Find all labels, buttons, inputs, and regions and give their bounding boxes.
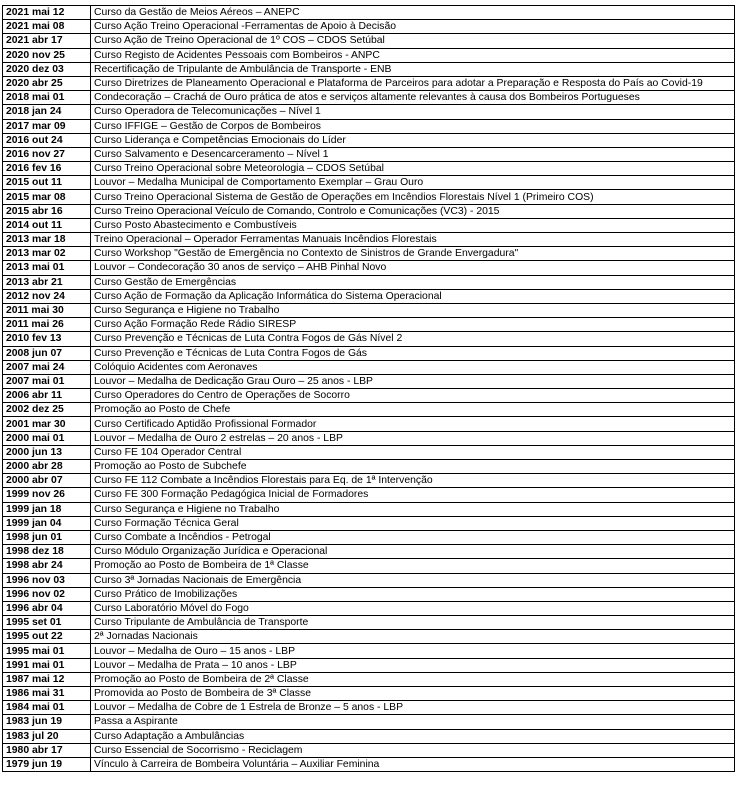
table-row bbox=[3, 701, 735, 715]
table-row bbox=[3, 644, 735, 658]
record-description: Promoção ao Posto de Bombeira de 2ª Classe bbox=[91, 672, 735, 686]
record-description: Curso Combate a Incêndios - Petrogal bbox=[91, 530, 735, 544]
table-row bbox=[3, 176, 735, 190]
record-description: Curso Liderança e Competências Emocionais do Líder bbox=[91, 133, 735, 147]
table-row bbox=[3, 147, 735, 161]
table-row bbox=[3, 460, 735, 474]
record-date: 1996 nov 02 bbox=[3, 587, 91, 601]
record-description: Recertificação de Tripulante de Ambulância de Transporte - ENB bbox=[91, 62, 735, 76]
record-date: 1999 jan 04 bbox=[3, 516, 91, 530]
table-row bbox=[3, 62, 735, 76]
record-description: Curso Prático de Imobilizações bbox=[91, 587, 735, 601]
record-description: Curso FE 300 Formação Pedagógica Inicial de Formadores bbox=[91, 488, 735, 502]
record-date: 2007 mai 01 bbox=[3, 374, 91, 388]
record-description: Curso Diretrizes de Planeamento Operacional e Plataforma de Parceiros para adotar a Preparação e Resposta do País ao Covid-19 bbox=[91, 76, 735, 90]
record-date: 2011 mai 30 bbox=[3, 303, 91, 317]
record-date: 2015 mar 08 bbox=[3, 190, 91, 204]
record-date: 2011 mai 26 bbox=[3, 318, 91, 332]
table-row bbox=[3, 289, 735, 303]
record-date: 1998 dez 18 bbox=[3, 545, 91, 559]
table-row bbox=[3, 729, 735, 743]
table-row bbox=[3, 445, 735, 459]
record-description: Promovida ao Posto de Bombeira de 3ª Classe bbox=[91, 687, 735, 701]
record-date: 1983 jul 20 bbox=[3, 729, 91, 743]
record-date: 2018 jan 24 bbox=[3, 105, 91, 119]
record-date: 1998 abr 24 bbox=[3, 559, 91, 573]
record-date: 1986 mai 31 bbox=[3, 687, 91, 701]
table-row bbox=[3, 502, 735, 516]
table-row bbox=[3, 658, 735, 672]
table-row bbox=[3, 332, 735, 346]
records-table bbox=[2, 5, 735, 772]
record-date: 1996 nov 03 bbox=[3, 573, 91, 587]
record-date: 1999 jan 18 bbox=[3, 502, 91, 516]
record-description: Louvor – Medalha de Dedicação Grau Ouro – 25 anos - LBP bbox=[91, 374, 735, 388]
table-row bbox=[3, 687, 735, 701]
record-date: 2001 mar 30 bbox=[3, 417, 91, 431]
record-description: Curso Segurança e Higiene no Trabalho bbox=[91, 502, 735, 516]
record-date: 2000 jun 13 bbox=[3, 445, 91, 459]
record-description: Louvor – Condecoração 30 anos de serviço – AHB Pinhal Novo bbox=[91, 261, 735, 275]
record-description: Curso Treino Operacional sobre Meteorologia – CDOS Setúbal bbox=[91, 162, 735, 176]
record-date: 2020 nov 25 bbox=[3, 48, 91, 62]
record-description: Curso Ação Formação Rede Rádio SIRESP bbox=[91, 318, 735, 332]
record-description: Promoção ao Posto de Chefe bbox=[91, 403, 735, 417]
record-date: 2016 fev 16 bbox=[3, 162, 91, 176]
record-description: Curso FE 112 Combate a Incêndios Florestais para Eq. de 1ª Intervenção bbox=[91, 474, 735, 488]
table-row bbox=[3, 559, 735, 573]
record-description: Curso Tripulante de Ambulância de Transporte bbox=[91, 616, 735, 630]
record-date: 2000 mai 01 bbox=[3, 431, 91, 445]
record-date: 2021 abr 17 bbox=[3, 34, 91, 48]
record-description: Curso Ação de Formação da Aplicação Informática do Sistema Operacional bbox=[91, 289, 735, 303]
record-date: 2020 dez 03 bbox=[3, 62, 91, 76]
record-date: 1996 abr 04 bbox=[3, 601, 91, 615]
record-description: Curso Prevenção e Técnicas de Luta Contra Fogos de Gás bbox=[91, 346, 735, 360]
record-description: Louvor – Medalha Municipal de Comportamento Exemplar – Grau Ouro bbox=[91, 176, 735, 190]
table-row bbox=[3, 133, 735, 147]
record-description: Curso Workshop "Gestão de Emergência no Contexto de Sinistros de Grande Envergadura" bbox=[91, 247, 735, 261]
record-date: 2014 out 11 bbox=[3, 218, 91, 232]
record-date: 2018 mai 01 bbox=[3, 91, 91, 105]
table-row bbox=[3, 76, 735, 90]
record-description: Curso Prevenção e Técnicas de Luta Contra Fogos de Gás Nível 2 bbox=[91, 332, 735, 346]
record-date: 2017 mar 09 bbox=[3, 119, 91, 133]
record-description: Curso Formação Técnica Geral bbox=[91, 516, 735, 530]
record-description: Curso Gestão de Emergências bbox=[91, 275, 735, 289]
table-row bbox=[3, 34, 735, 48]
table-row bbox=[3, 587, 735, 601]
record-description: Curso Operadora de Telecomunicações – Nível 1 bbox=[91, 105, 735, 119]
table-row bbox=[3, 601, 735, 615]
records-body bbox=[3, 6, 735, 772]
record-description: Curso Adaptação a Ambulâncias bbox=[91, 729, 735, 743]
record-date: 1984 mai 01 bbox=[3, 701, 91, 715]
record-date: 2010 fev 13 bbox=[3, 332, 91, 346]
record-description: Curso Operadores do Centro de Operações de Socorro bbox=[91, 389, 735, 403]
table-row bbox=[3, 417, 735, 431]
record-description: 2ª Jornadas Nacionais bbox=[91, 630, 735, 644]
record-date: 2000 abr 07 bbox=[3, 474, 91, 488]
record-description: Promoção ao Posto de Subchefe bbox=[91, 460, 735, 474]
record-date: 1983 jun 19 bbox=[3, 715, 91, 729]
table-row bbox=[3, 672, 735, 686]
table-row bbox=[3, 743, 735, 757]
record-description: Curso Módulo Organização Jurídica e Operacional bbox=[91, 545, 735, 559]
record-description: Condecoração – Crachá de Ouro prática de atos e serviços altamente relevantes à causa dos Bombeiros Portugueses bbox=[91, 91, 735, 105]
record-description: Curso Treino Operacional Sistema de Gestão de Operações em Incêndios Florestais Nível 1 (Primeiro COS) bbox=[91, 190, 735, 204]
record-description: Curso 3ª Jornadas Nacionais de Emergência bbox=[91, 573, 735, 587]
table-row bbox=[3, 431, 735, 445]
record-description: Curso Certificado Aptidão Profissional Formador bbox=[91, 417, 735, 431]
record-date: 1995 mai 01 bbox=[3, 644, 91, 658]
table-row bbox=[3, 757, 735, 771]
table-row bbox=[3, 346, 735, 360]
record-date: 1995 set 01 bbox=[3, 616, 91, 630]
record-description: Curso Ação de Treino Operacional de 1º COS – CDOS Setúbal bbox=[91, 34, 735, 48]
record-date: 1999 nov 26 bbox=[3, 488, 91, 502]
table-row bbox=[3, 247, 735, 261]
record-date: 2008 jun 07 bbox=[3, 346, 91, 360]
record-description: Curso Treino Operacional Veículo de Comando, Controlo e Comunicações (VC3) - 2015 bbox=[91, 204, 735, 218]
record-description: Curso Salvamento e Desencarceramento – Nível 1 bbox=[91, 147, 735, 161]
record-description: Louvor – Medalha de Ouro 2 estrelas – 20 anos - LBP bbox=[91, 431, 735, 445]
table-row bbox=[3, 91, 735, 105]
record-date: 2015 abr 16 bbox=[3, 204, 91, 218]
record-date: 1987 mai 12 bbox=[3, 672, 91, 686]
record-date: 2012 nov 24 bbox=[3, 289, 91, 303]
table-row bbox=[3, 474, 735, 488]
record-date: 2013 mai 01 bbox=[3, 261, 91, 275]
record-date: 2020 abr 25 bbox=[3, 76, 91, 90]
record-description: Curso Essencial de Socorrismo - Reciclagem bbox=[91, 743, 735, 757]
record-description: Curso IFFIGE – Gestão de Corpos de Bombeiros bbox=[91, 119, 735, 133]
record-description: Curso Laboratório Móvel do Fogo bbox=[91, 601, 735, 615]
record-description: Curso Segurança e Higiene no Trabalho bbox=[91, 303, 735, 317]
table-row bbox=[3, 218, 735, 232]
record-date: 2006 abr 11 bbox=[3, 389, 91, 403]
record-date: 1995 out 22 bbox=[3, 630, 91, 644]
table-row bbox=[3, 48, 735, 62]
record-description: Curso da Gestão de Meios Aéreos – ANEPC bbox=[91, 6, 735, 20]
record-description: Louvor – Medalha de Ouro – 15 anos - LBP bbox=[91, 644, 735, 658]
record-description: Colóquio Acidentes com Aeronaves bbox=[91, 360, 735, 374]
record-date: 2016 out 24 bbox=[3, 133, 91, 147]
table-row bbox=[3, 162, 735, 176]
record-date: 2021 mai 12 bbox=[3, 6, 91, 20]
record-date: 1991 mai 01 bbox=[3, 658, 91, 672]
record-description: Treino Operacional – Operador Ferramentas Manuais Incêndios Florestais bbox=[91, 233, 735, 247]
record-description: Passa a Aspirante bbox=[91, 715, 735, 729]
table-row bbox=[3, 715, 735, 729]
record-description: Curso Posto Abastecimento e Combustíveis bbox=[91, 218, 735, 232]
table-row bbox=[3, 374, 735, 388]
table-row bbox=[3, 318, 735, 332]
record-description: Louvor – Medalha de Cobre de 1 Estrela de Bronze – 5 anos - LBP bbox=[91, 701, 735, 715]
record-description: Curso Ação Treino Operacional -Ferramentas de Apoio à Decisão bbox=[91, 20, 735, 34]
table-row bbox=[3, 261, 735, 275]
record-description: Curso Registo de Acidentes Pessoais com Bombeiros - ANPC bbox=[91, 48, 735, 62]
table-row bbox=[3, 204, 735, 218]
table-row bbox=[3, 275, 735, 289]
table-row bbox=[3, 20, 735, 34]
record-date: 1979 jun 19 bbox=[3, 757, 91, 771]
record-date: 1980 abr 17 bbox=[3, 743, 91, 757]
record-date: 2013 mar 02 bbox=[3, 247, 91, 261]
table-row bbox=[3, 403, 735, 417]
record-date: 2007 mai 24 bbox=[3, 360, 91, 374]
table-row bbox=[3, 545, 735, 559]
table-row bbox=[3, 303, 735, 317]
record-date: 2016 nov 27 bbox=[3, 147, 91, 161]
record-description: Curso FE 104 Operador Central bbox=[91, 445, 735, 459]
table-row bbox=[3, 190, 735, 204]
table-row bbox=[3, 573, 735, 587]
record-date: 2013 mar 18 bbox=[3, 233, 91, 247]
record-date: 2002 dez 25 bbox=[3, 403, 91, 417]
table-row bbox=[3, 516, 735, 530]
table-row bbox=[3, 530, 735, 544]
table-row bbox=[3, 630, 735, 644]
record-date: 1998 jun 01 bbox=[3, 530, 91, 544]
record-date: 2013 abr 21 bbox=[3, 275, 91, 289]
table-row bbox=[3, 360, 735, 374]
record-description: Louvor – Medalha de Prata – 10 anos - LBP bbox=[91, 658, 735, 672]
table-row bbox=[3, 488, 735, 502]
table-row bbox=[3, 105, 735, 119]
record-description: Promoção ao Posto de Bombeira de 1ª Classe bbox=[91, 559, 735, 573]
table-row bbox=[3, 119, 735, 133]
record-date: 2015 out 11 bbox=[3, 176, 91, 190]
table-row bbox=[3, 616, 735, 630]
record-date: 2021 mai 08 bbox=[3, 20, 91, 34]
table-row bbox=[3, 6, 735, 20]
table-row bbox=[3, 389, 735, 403]
record-description: Vínculo à Carreira de Bombeira Voluntária – Auxiliar Feminina bbox=[91, 757, 735, 771]
table-row bbox=[3, 233, 735, 247]
record-date: 2000 abr 28 bbox=[3, 460, 91, 474]
